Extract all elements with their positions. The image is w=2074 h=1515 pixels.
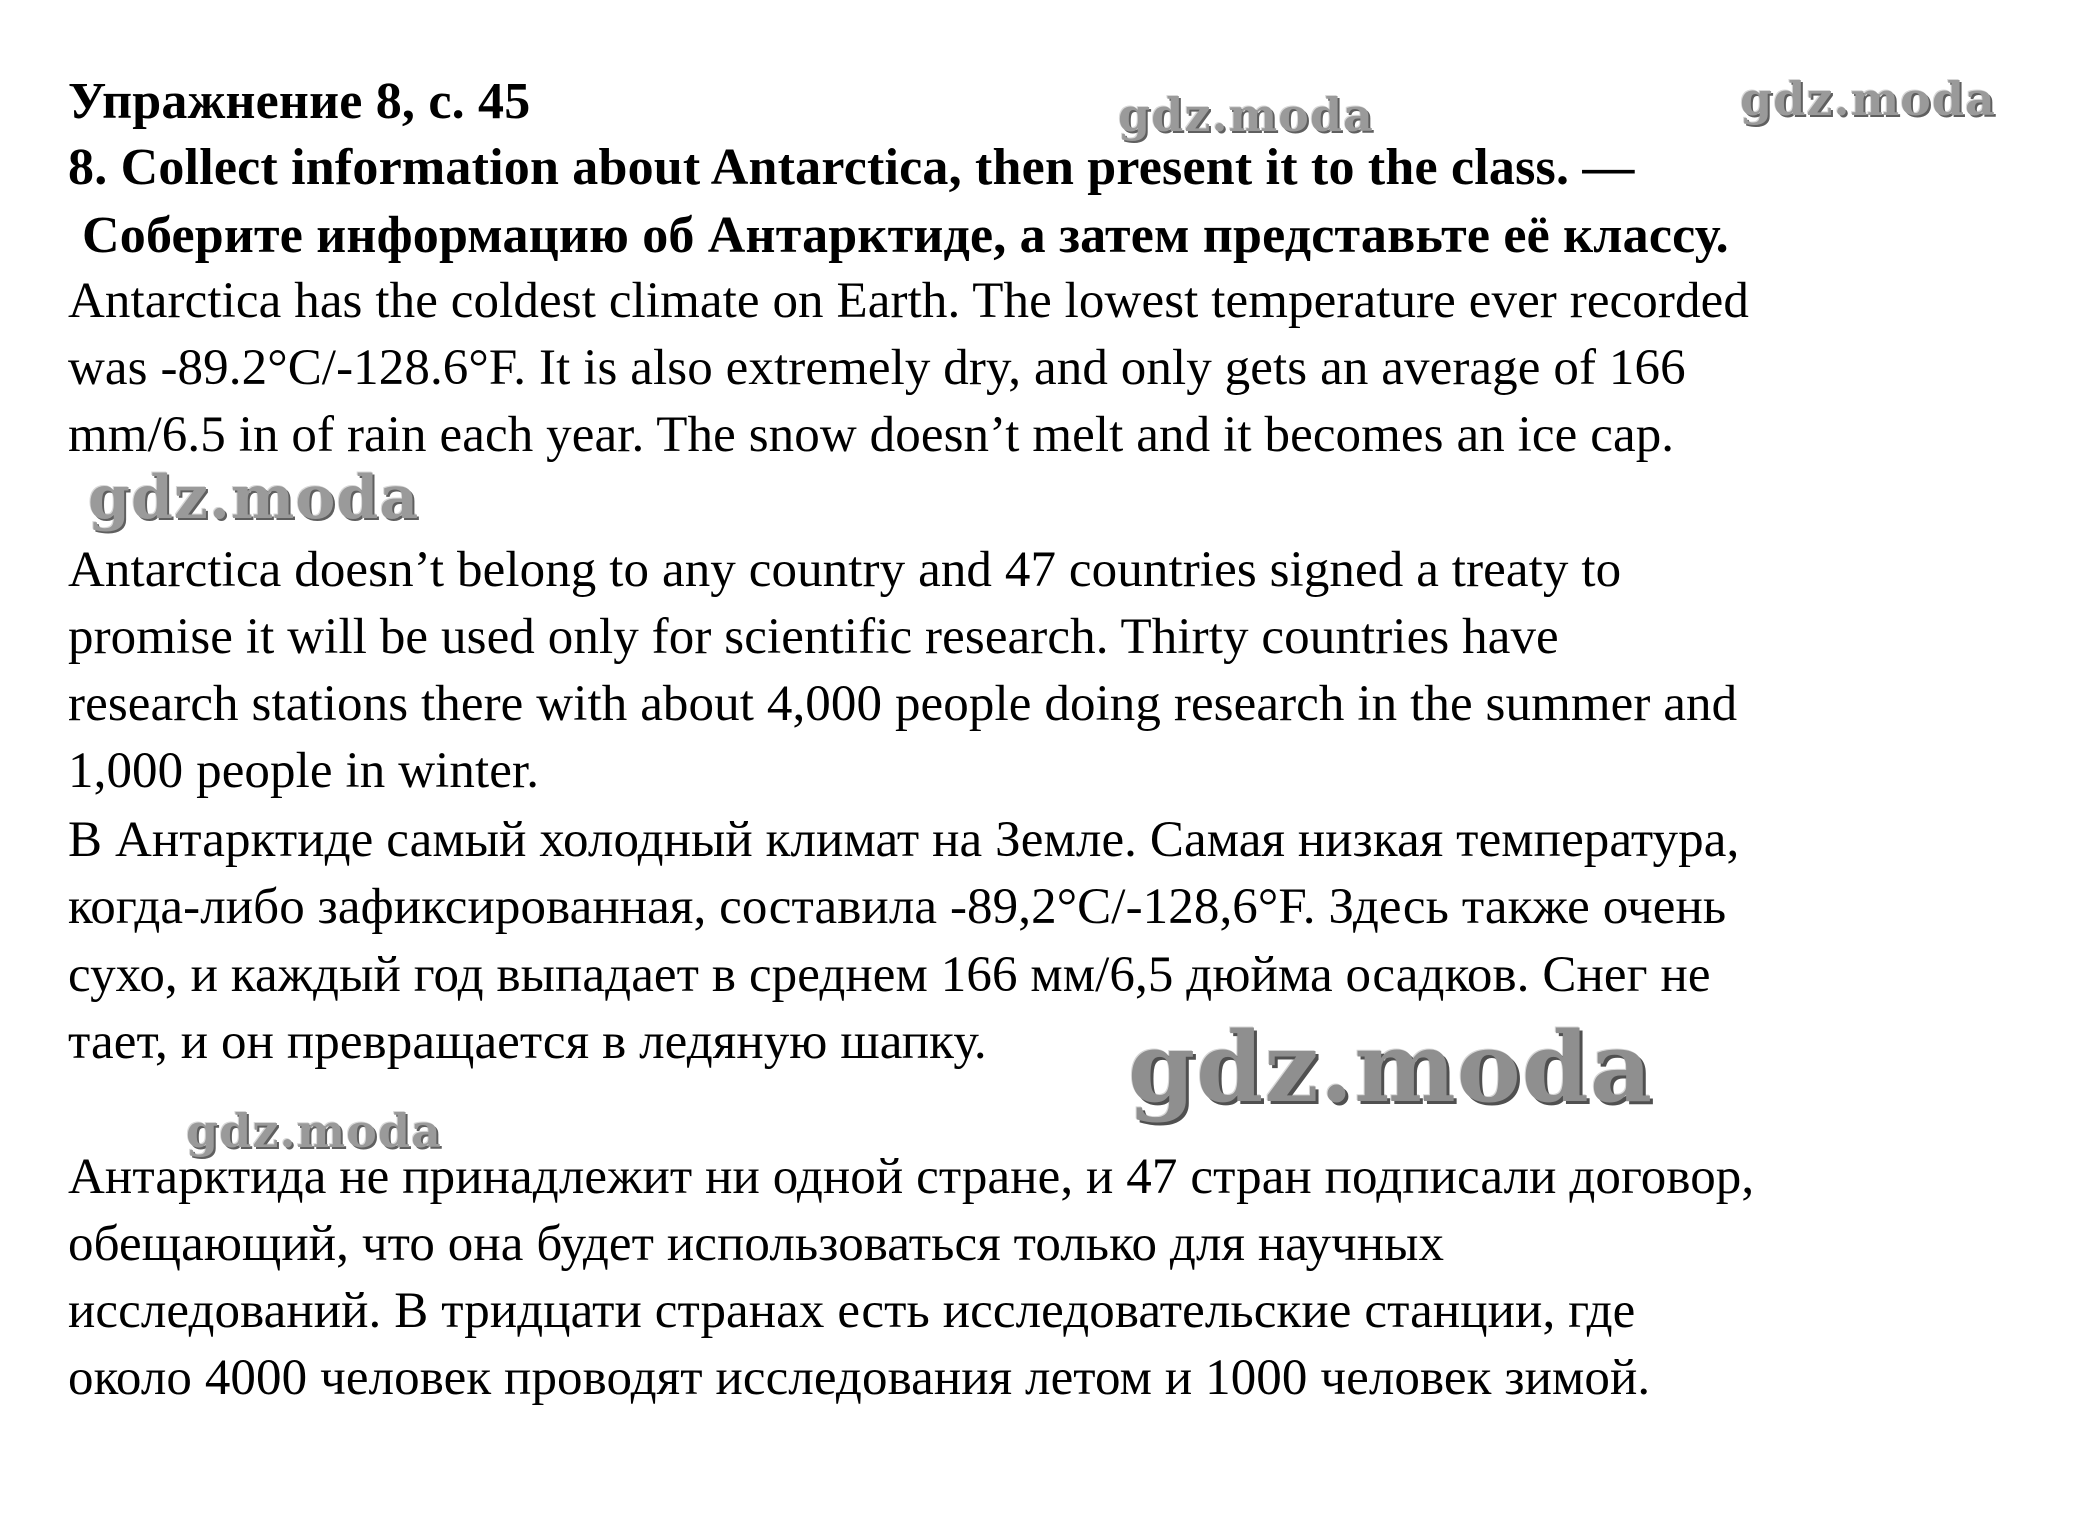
watermark: gdz.moda — [1740, 72, 1996, 126]
paragraph-en-2-line-2: promise it will be used only for scientific research. Thirty countries have — [68, 609, 1559, 665]
paragraph-en-1-line-1: Antarctica has the coldest climate on Earth. The lowest temperature ever recorded — [68, 273, 1749, 329]
paragraph-ru-2-line-1: Антарктида не принадлежит ни одной стране, и 47 стран подписали договор, — [68, 1149, 1755, 1205]
watermark: gdz.moda — [1128, 1011, 1654, 1124]
paragraph-en-2-line-1: Antarctica doesn’t belong to any country and 47 countries signed a treaty to — [68, 542, 1622, 598]
task-russian: Соберите информацию об Антарктиде, а затем представьте её классу. — [82, 207, 1729, 264]
watermark: gdz.moda — [88, 463, 420, 533]
paragraph-ru-2-line-4: около 4000 человек проводят исследования летом и 1000 человек зимой. — [68, 1350, 1651, 1406]
paragraph-ru-1-line-2: когда-либо зафиксированная, составила -89,2°C/-128,6°F. Здесь также очень — [68, 879, 1727, 935]
exercise-heading: Упражнение 8, с. 45 — [68, 73, 531, 130]
paragraph-en-2-line-3: research stations there with about 4,000 people doing research in the summer and — [68, 676, 1738, 732]
paragraph-en-2-line-4: 1,000 people in winter. — [68, 743, 540, 799]
paragraph-ru-1-line-3: сухо, и каждый год выпадает в среднем 166 мм/6,5 дюйма осадков. Снег не — [68, 947, 1711, 1003]
paragraph-ru-1-line-4: тает, и он превращается в ледяную шапку. — [68, 1014, 987, 1070]
paragraph-ru-1-line-1: В Антарктиде самый холодный климат на Земле. Самая низкая температура, — [68, 812, 1740, 868]
watermark: gdz.moda — [1118, 88, 1374, 142]
paragraph-en-1-line-3: mm/6.5 in of rain each year. The snow doesn’t melt and it becomes an ice cap. — [68, 407, 1675, 463]
task-english: 8. Collect information about Antarctica, then present it to the class. — — [68, 139, 1635, 196]
paragraph-en-1-line-2: was -89.2°C/-128.6°F. It is also extremely dry, and only gets an average of 166 — [68, 340, 1686, 396]
paragraph-ru-2-line-3: исследований. В тридцати странах есть исследовательские станции, где — [68, 1283, 1636, 1339]
paragraph-ru-2-line-2: обещающий, что она будет использоваться только для научных — [68, 1216, 1445, 1272]
watermark: gdz.moda — [186, 1104, 442, 1158]
